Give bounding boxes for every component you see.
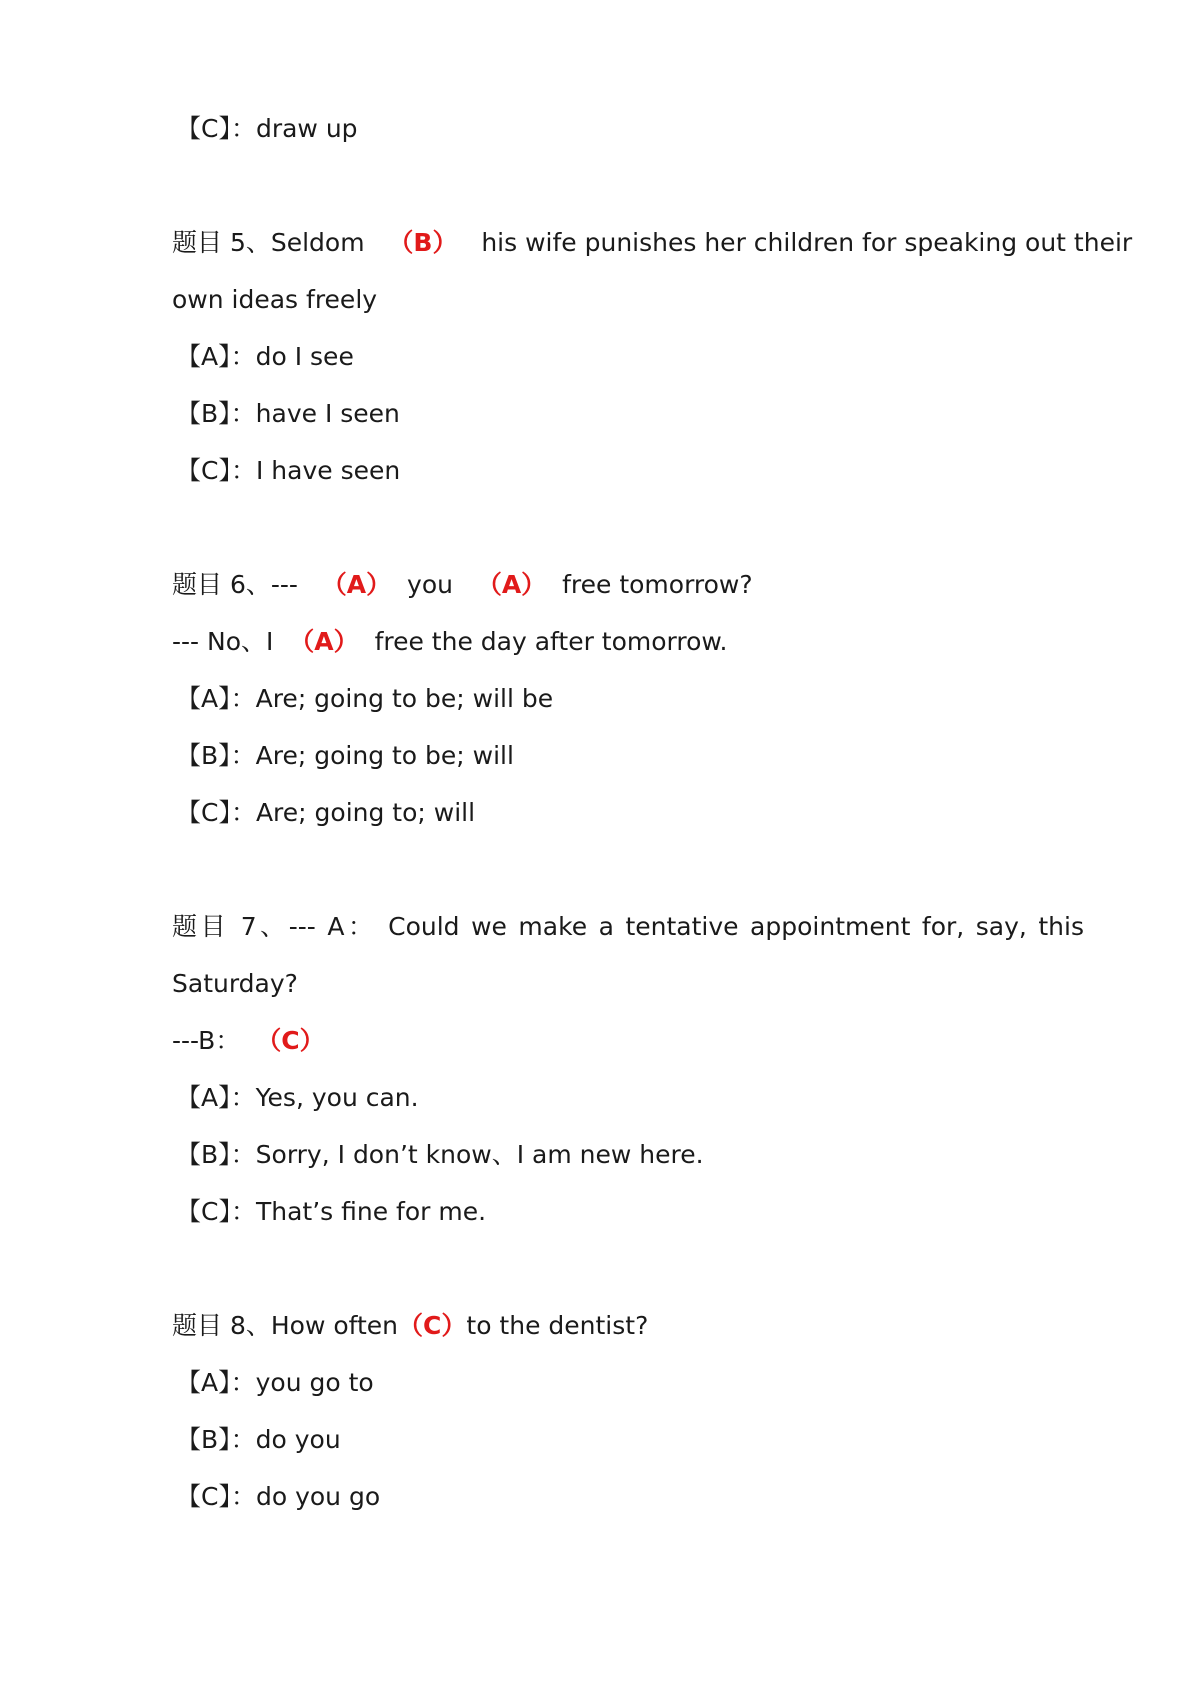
q7-option-c: 【C】：That’s fine for me.	[176, 1197, 487, 1226]
q5-answer: （B）	[388, 228, 458, 257]
q5-prefix: 题目 5、Seldom	[172, 228, 365, 257]
q6-mid: you	[407, 570, 453, 599]
q5-stem	[172, 226, 1132, 260]
q8-option-c: 【C】：do you go	[176, 1482, 381, 1511]
q6-answer-3: （A）	[289, 627, 359, 656]
q8-option-b: 【B】：do you	[176, 1425, 341, 1454]
q5-option-b: 【B】：have I seen	[176, 399, 400, 428]
q7-option-b: 【B】：Sorry, I don’t know、I am new here.	[176, 1140, 704, 1169]
q6-answer-2: （A）	[476, 570, 547, 599]
q6-option-a: 【A】：Are; going to be; will be	[176, 684, 554, 713]
q7-stem-line2: Saturday?	[172, 969, 298, 998]
q5-option-a: 【A】：do I see	[176, 342, 354, 371]
q8-answer: （C）	[398, 1311, 467, 1340]
q6-stem-rest: free tomorrow?	[562, 570, 753, 599]
q5-stem-line2: own ideas freely	[172, 285, 378, 314]
q7-stem: 题目 7、--- A： Could we make a tentative appointment for, say, this	[172, 912, 1084, 941]
q7-answer: （C）	[256, 1026, 325, 1055]
q4-option-c: 【C】：draw up	[176, 114, 358, 143]
q5-stem-rest: his wife punishes her children for speaking out their	[481, 228, 1133, 257]
q6-answer-1: （A）	[321, 570, 392, 599]
q6-line2-rest: free the day after tomorrow.	[374, 627, 728, 656]
q8-stem	[172, 1309, 648, 1343]
q6-option-b: 【B】：Are; going to be; will	[176, 741, 514, 770]
q7-option-a: 【A】：Yes, you can.	[176, 1083, 419, 1112]
q6-stem	[172, 568, 753, 602]
q8-stem-rest: to the dentist?	[466, 1311, 649, 1340]
q5-option-c: 【C】：I have seen	[176, 456, 401, 485]
q6-option-c: 【C】：Are; going to; will	[176, 798, 476, 827]
q6-stem-line2	[172, 625, 728, 659]
q8-option-a: 【A】：you go to	[176, 1368, 374, 1397]
q8-prefix: 题目 8、How often	[172, 1311, 399, 1340]
q7-line3-prefix: ---B：	[172, 1026, 241, 1055]
q7-stem-line3	[172, 1024, 325, 1058]
q6-line2-prefix: --- No、I	[172, 627, 274, 656]
q6-prefix: 题目 6、---	[172, 570, 298, 599]
